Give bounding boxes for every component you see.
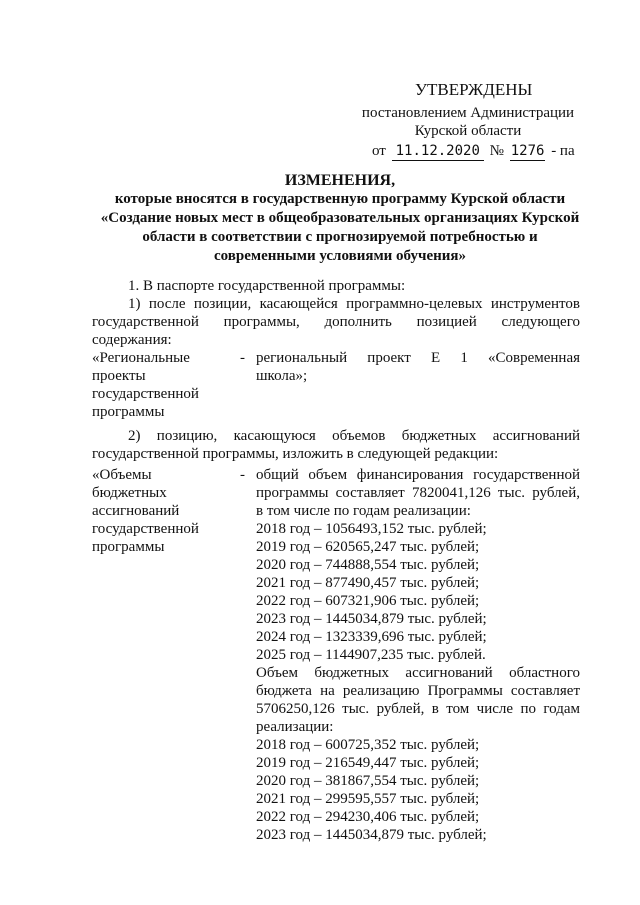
- year-line: 2024 год – 1323339,696 тыс. рублей;: [256, 629, 487, 645]
- year-line: 2021 год – 299595,557 тыс. рублей;: [256, 791, 480, 807]
- regional-projects-value: [256, 349, 580, 385]
- regional-projects-row: [92, 349, 580, 421]
- label-line: «Региональные: [92, 350, 190, 366]
- approval-number: 1276: [510, 143, 545, 159]
- value-line: Объем бюджетных ассигнований областного: [256, 665, 580, 681]
- section-1: [92, 277, 580, 349]
- budget-row: [92, 466, 580, 843]
- label-line: программы: [92, 404, 165, 420]
- value-line: в том числе по годам реализации:: [256, 503, 471, 519]
- year-line: 2022 год – 294230,406 тыс. рублей;: [256, 809, 480, 825]
- budget-label: [92, 466, 242, 556]
- approval-date-number: [372, 142, 578, 161]
- approval-number-label: №: [489, 143, 504, 159]
- approval-line-1: постановлением Администрации: [361, 105, 575, 121]
- value-line: 5706250,126 тыс. рублей, в том числе по годам: [256, 701, 580, 717]
- value-line: бюджета на реализацию Программы составляет: [256, 683, 580, 699]
- year-line: 2018 год – 1056493,152 тыс. рублей;: [256, 521, 487, 537]
- label-line: «Объемы: [92, 467, 152, 483]
- section-1-item-line-2: государственной программы, дополнить позицией следующего: [92, 314, 580, 330]
- approval-date: 11.12.2020: [392, 142, 484, 161]
- year-line: 2022 год – 607321,906 тыс. рублей;: [256, 593, 480, 609]
- approval-from-label: от: [372, 143, 386, 159]
- approval-suffix: - па: [551, 143, 575, 159]
- year-line: 2025 год – 1144907,235 тыс. рублей.: [256, 647, 486, 663]
- value-line: общий объем финансирования государственной: [256, 467, 580, 483]
- year-line: 2019 год – 620565,247 тыс. рублей;: [256, 539, 480, 555]
- section-1-item-line-1: 1) после позиции, касающейся программно-целевых инструментов: [128, 296, 580, 312]
- year-line: 2019 год – 216549,447 тыс. рублей;: [256, 755, 480, 771]
- section-1-item-line-3: содержания:: [92, 332, 172, 348]
- heading-line-3: области в соответствии с прогнозируемой потребностью и: [142, 229, 538, 245]
- label-line: ассигнований: [92, 503, 180, 519]
- year-line: 2023 год – 1445034,879 тыс. рублей;: [256, 611, 487, 627]
- heading-line-1: которые вносятся в государственную программу Курской области: [114, 191, 566, 207]
- section-2: [92, 427, 580, 463]
- document-heading: [92, 171, 588, 266]
- year-line: 2023 год – 1445034,879 тыс. рублей;: [256, 827, 487, 843]
- year-line: 2020 год – 381867,554 тыс. рублей;: [256, 773, 480, 789]
- label-line: бюджетных: [92, 485, 167, 501]
- value-line: программы составляет 7820041,126 тыс. рублей,: [256, 485, 580, 501]
- approval-block: [358, 80, 578, 161]
- label-line: программы: [92, 539, 165, 555]
- value-line: реализации:: [256, 719, 334, 735]
- label-line: проекты: [92, 368, 146, 384]
- heading-line-4: современными условиями обучения»: [213, 248, 467, 264]
- year-line: 2021 год – 877490,457 тыс. рублей;: [256, 575, 480, 591]
- year-line: 2020 год – 744888,554 тыс. рублей;: [256, 557, 480, 573]
- budget-value: [256, 466, 580, 844]
- value-line: школа»;: [256, 368, 308, 384]
- row-dash: -: [240, 467, 245, 483]
- approval-line-2: Курской области: [414, 123, 522, 139]
- year-line: 2018 год – 600725,352 тыс. рублей;: [256, 737, 480, 753]
- section-2-line-2: государственной программы, изложить в следующей редакции:: [92, 446, 499, 462]
- label-line: государственной: [92, 386, 199, 402]
- approval-title: УТВЕРЖДЕНЫ: [415, 80, 533, 99]
- regional-projects-label: [92, 349, 242, 421]
- section-2-line-1: 2) позицию, касающуюся объемов бюджетных ассигнований: [128, 428, 580, 444]
- heading-line-2: «Создание новых мест в общеобразовательных организациях Курской: [100, 210, 580, 226]
- section-1-paragraph: 1. В паспорте государственной программы:: [128, 278, 406, 294]
- label-line: государственной: [92, 521, 199, 537]
- value-line: региональный проект Е 1 «Современная: [256, 350, 580, 366]
- row-dash: -: [240, 350, 245, 366]
- heading-title: ИЗМЕНЕНИЯ,: [284, 172, 396, 189]
